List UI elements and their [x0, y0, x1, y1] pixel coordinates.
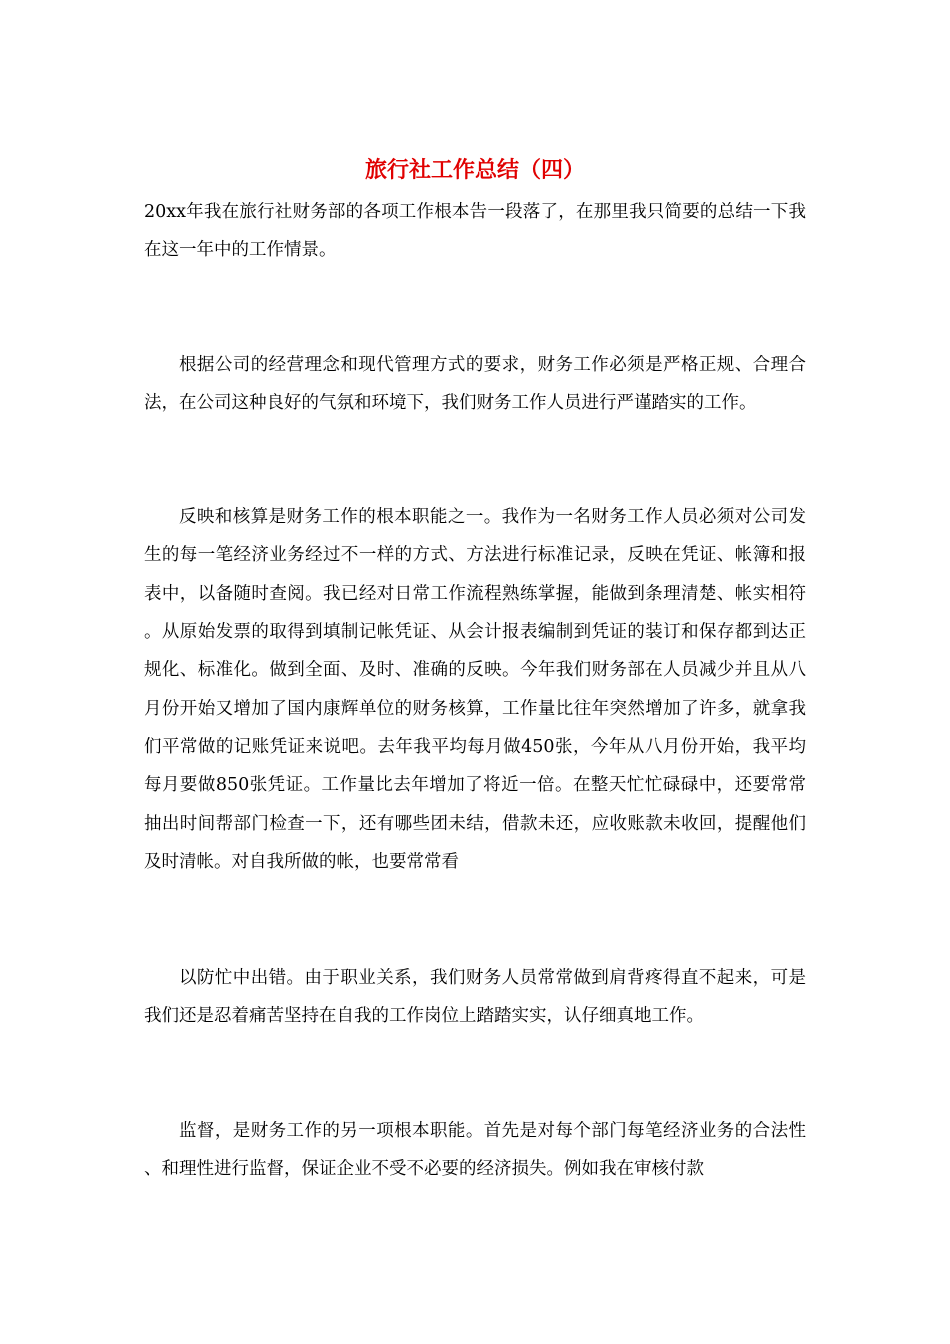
paragraph-spacer [144, 422, 806, 498]
paragraph-spacer [144, 1036, 806, 1112]
paragraph-spacer [144, 881, 806, 959]
paragraph-spacer [144, 270, 806, 346]
paragraph-supervision-function: 监督，是财务工作的另一项根本职能。首先是对每个部门每笔经济业务的合法性、和理性进行监督，保证企业不受不必要的经济损失。例如我在审核付款 [144, 1120, 806, 1180]
paragraph-error-prevention: 以防忙中出错。由于职业关系，我们财务人员常常做到肩背疼得直不起来，可是我们还是忍着痛苦坚持在自我的工作岗位上踏踏实实，认仔细真地工作。 [144, 968, 806, 1027]
paragraph-management-requirements: 根据公司的经营理念和现代管理方式的要求，财务工作必须是严格正规、合理合法，在公司这种良好的气氛和环境下，我们财务工作人员进行严谨踏实的工作。 [144, 354, 806, 413]
document-body [144, 193, 806, 1188]
document-title: 旅行社工作总结（四） [364, 157, 585, 183]
paragraph-intro: 20xx年我在旅行社财务部的各项工作根本告一段落了，在那里我只简要的总结一下我在这一年中的工作情景。 [144, 202, 806, 261]
paragraph-accounting-function: 反映和核算是财务工作的根本职能之一。我作为一名财务工作人员必须对公司发生的每一笔经济业务经过不一样的方式、方法进行标准记录，反映在凭证、帐簿和报表中，以备随时查阅。我已经对日常工作流程熟练掌握，能做到条理清楚、帐实相符。从原始发票的取得到填制记帐凭证、从会计报表编制到凭证的装订和保存都到达正规化、标准化。做到全面、及时、准确的反映。今年我们财务部在人员减少并且从八月份开始又增加了国内康辉单位的财务核算，工作量比往年突然增加了许多，就拿我们平常做的记账凭证来说吧。去年我平均每月做450张，今年从八月份开始，我平均每月要做850张凭证。工作量比去年增加了将近一倍。在整天忙忙碌碌中，还要常常抽出时间帮部门检查一下，还有哪些团未结，借款未还，应收账款未收回，提醒他们及时清帐。对自我所做的帐，也要常常看 [144, 507, 806, 872]
